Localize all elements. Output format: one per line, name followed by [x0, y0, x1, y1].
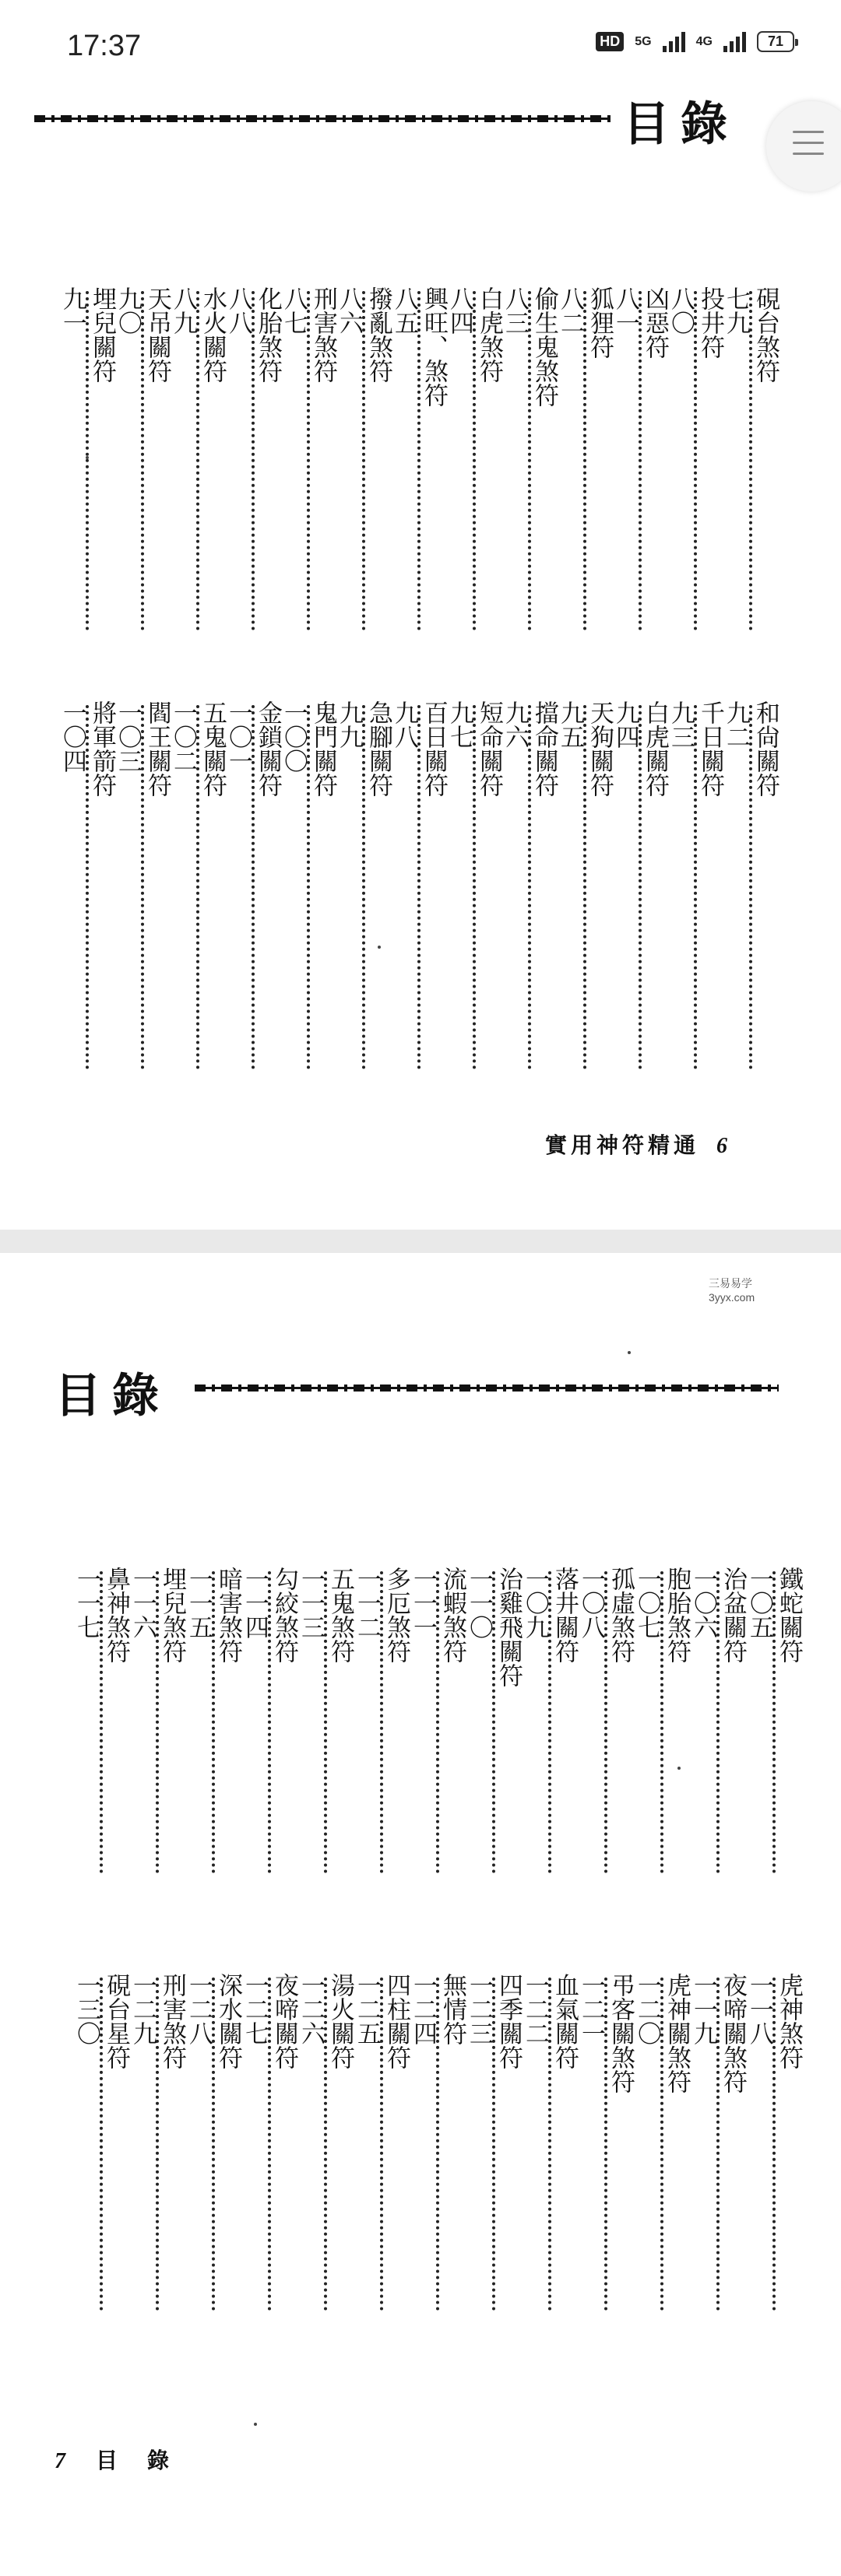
toc-entry-title: 金鎖關符 — [254, 700, 282, 797]
toc-entry — [185, 1567, 241, 1878]
toc-entry-page: 八三 — [501, 286, 529, 335]
toc-entry-title: 夜啼關符 — [270, 1973, 298, 2069]
toc-entry-page: 一二五 — [353, 1973, 381, 2045]
toc-entry-page: 一一五 — [185, 1567, 213, 1639]
toc-entry — [522, 1973, 578, 2315]
toc-entry-title: 胞胎煞符 — [663, 1567, 691, 1663]
toc-entry — [690, 1973, 746, 2315]
toc-entry-title: 百日關符 — [420, 700, 448, 797]
book-page-7 — [0, 1253, 841, 2576]
toc-entry-title: 白虎關符 — [641, 700, 669, 797]
toc-entry-title: 興旺、煞符 — [420, 286, 448, 407]
toc-entry — [297, 1567, 354, 1878]
toc-entry-page: 一二二 — [521, 1973, 549, 2045]
leader-dots — [694, 291, 697, 630]
toc-entry-title: 湯火關符 — [326, 1973, 354, 2069]
toc-entry-title: 化胎煞符 — [254, 286, 282, 383]
toc-entry — [225, 286, 281, 635]
toc-entry-title: 天狗關符 — [586, 700, 614, 797]
toc-entry-title: 撥亂煞符 — [364, 286, 392, 383]
footer-title: 實用神符精通 — [545, 1132, 700, 1158]
toc-entry-page: 九一 — [58, 286, 86, 335]
toc-entry-page: 一〇六 — [689, 1567, 717, 1639]
watermark — [709, 1276, 755, 1304]
toc-entry-title: 硯台煞符 — [751, 286, 779, 383]
watermark-line-1: 三易易学 — [709, 1277, 752, 1290]
toc-entry-page: 七九 — [722, 286, 750, 335]
toc-entry-page: 九九 — [335, 700, 363, 749]
toc-entry-page: 一〇一 — [224, 700, 252, 773]
toc-entry-page: 九〇 — [114, 286, 142, 335]
toc-entry-title: 千日關符 — [696, 700, 724, 797]
leader-dots — [362, 705, 365, 1069]
toc-entry — [336, 700, 392, 1074]
toc-entry-page: 八七 — [280, 286, 308, 335]
toc-entry-title: 埋兒關符 — [88, 286, 116, 383]
toc-entry — [746, 1567, 802, 1878]
toc-entry — [466, 1567, 522, 1878]
toc-entry-page: 一二一 — [577, 1973, 605, 2045]
toc-entry-title: 刑害煞符 — [309, 286, 337, 383]
leader-dots — [583, 291, 586, 630]
leader-dots — [252, 291, 255, 630]
toc-entry — [667, 286, 723, 635]
toc-entry — [446, 700, 502, 1074]
toc-entry-page: 一二八 — [185, 1973, 213, 2045]
toc-entry-title: 勾絞煞符 — [270, 1567, 298, 1663]
toc-entry — [241, 1973, 297, 2315]
toc-entry — [170, 286, 226, 635]
toc-entry-title: 急腳關符 — [364, 700, 392, 797]
toc-entry-page: 一二三 — [465, 1973, 493, 2045]
toc-entry — [723, 700, 779, 1074]
toc-entry-page: 一一四 — [241, 1567, 269, 1639]
toc-entry-page: 九四 — [611, 700, 639, 749]
toc-entry-title: 無情符 — [438, 1973, 466, 2045]
leader-dots — [639, 705, 642, 1069]
toc-entry-page: 九三 — [667, 700, 695, 749]
signal-strength-icon — [663, 32, 685, 52]
toc-entry — [522, 1567, 578, 1878]
leader-dots — [749, 291, 752, 630]
toc-entry — [578, 1567, 634, 1878]
toc-entry-page: 九二 — [722, 700, 750, 749]
toc-entry — [185, 1973, 241, 2315]
status-time: 17:37 — [67, 30, 142, 62]
toc-entry — [410, 1973, 466, 2315]
leader-dots — [639, 291, 642, 630]
toc-entry-page: 一〇五 — [745, 1567, 773, 1639]
toc-entry — [225, 700, 281, 1074]
toc-entry-title: 虎神煞符 — [775, 1973, 803, 2069]
status-icons — [596, 31, 794, 52]
toc-entry — [59, 286, 115, 635]
toc-entry-page: 一二〇 — [633, 1973, 661, 2045]
toc-entry-title: 四柱關符 — [382, 1973, 410, 2069]
toc-entry-page: 八二 — [556, 286, 584, 335]
hamburger-icon — [793, 131, 824, 162]
hd-badge: HD — [596, 32, 624, 51]
toc-entry-page: 一〇七 — [633, 1567, 661, 1639]
leader-dots — [528, 705, 531, 1069]
speck — [86, 456, 89, 459]
toc-entry-title: 白虎煞符 — [475, 286, 503, 383]
toc-entry-title: 硯台星符 — [102, 1973, 130, 2069]
toc-entry-page: 八五 — [390, 286, 418, 335]
toc-entry — [612, 286, 668, 635]
battery-icon: 71 — [757, 31, 794, 52]
toc-entry-page: 一一八 — [745, 1973, 773, 2045]
toc-entry — [466, 1973, 522, 2315]
footer-title: 目 錄 — [96, 2448, 174, 2473]
toc-entry-page: 八九 — [169, 286, 197, 335]
toc-entry-page: 一〇四 — [58, 700, 86, 773]
toc-entry-page: 九五 — [556, 700, 584, 749]
speck — [628, 1351, 631, 1354]
toc-entry-title: 狐狸符 — [586, 286, 614, 359]
toc-entry — [297, 1973, 354, 2315]
toc-entry-title: 水火關符 — [199, 286, 227, 383]
toc-entry-page: 一〇〇 — [280, 700, 308, 773]
toc-entry — [73, 1567, 129, 1878]
toc-entry-title: 落井關符 — [551, 1567, 579, 1663]
book-page-6 — [0, 78, 841, 1230]
toc-entry-title: 弔客關煞符 — [607, 1973, 635, 2093]
toc-entry-page: 八六 — [335, 286, 363, 335]
toc-entry-title: 埋兒煞符 — [158, 1567, 186, 1663]
toc-entry-page: 一三〇 — [72, 1973, 100, 2045]
toc-entry — [391, 700, 447, 1074]
page-number: 6 — [716, 1134, 732, 1158]
toc-entry — [280, 700, 336, 1074]
toc-entry — [129, 1567, 185, 1878]
toc-entry-title: 暗害煞符 — [214, 1567, 242, 1663]
toc-entry-page: 八四 — [445, 286, 473, 335]
leader-dots — [473, 291, 476, 630]
leader-dots — [196, 291, 199, 630]
toc-entry — [501, 286, 558, 635]
toc-entry-page: 九八 — [390, 700, 418, 749]
toc-entry — [578, 1973, 634, 2315]
toc-entry-page: 一二七 — [241, 1973, 269, 2045]
menu-button[interactable] — [766, 101, 841, 191]
toc-entry-title: 流蝦煞符 — [438, 1567, 466, 1663]
speck — [378, 946, 381, 949]
toc-entry — [634, 1567, 690, 1878]
toc-entry — [690, 1567, 746, 1878]
toc-entry-page: 一一一 — [409, 1567, 437, 1639]
toc-entry-title: 擋命關符 — [530, 700, 558, 797]
page-footer — [545, 1128, 731, 1160]
toc-entry-title: 孤虛煞符 — [607, 1567, 635, 1663]
toc-entry-page: 一一三 — [297, 1567, 325, 1639]
toc-entry — [557, 286, 613, 635]
toc-entry-page: 一〇三 — [114, 700, 142, 773]
leader-dots — [307, 291, 310, 630]
status-bar — [0, 0, 841, 78]
toc-entry-page: 一二九 — [128, 1973, 157, 2045]
toc-entry — [129, 1973, 185, 2315]
toc-entry-title: 五鬼煞符 — [326, 1567, 354, 1663]
toc-entry-page: 一〇九 — [521, 1567, 549, 1639]
network-5g-label: 5G — [635, 34, 652, 48]
toc-entry-page: 一一九 — [689, 1973, 717, 2045]
toc-entry-page: 八〇 — [667, 286, 695, 335]
toc-entry — [336, 286, 392, 635]
toc-entry-page: 一一二 — [353, 1567, 381, 1639]
toc-entry-title: 凶惡符 — [641, 286, 669, 359]
toc-entry-page: 一二四 — [409, 1973, 437, 2045]
toc-entry — [634, 1973, 690, 2315]
toc-entry — [354, 1567, 410, 1878]
toc-entry-page: 八八 — [224, 286, 252, 335]
toc-entry — [114, 286, 171, 635]
toc-entry-title: 虎神關煞符 — [663, 1973, 691, 2093]
speck — [677, 1767, 681, 1770]
toc-entry — [501, 700, 558, 1074]
toc-entry — [73, 1973, 129, 2315]
toc-entry-title: 四季關符 — [494, 1973, 523, 2069]
toc-entry-title: 投井符 — [696, 286, 724, 359]
toc-entry — [446, 286, 502, 635]
toc-entry — [746, 1973, 802, 2315]
toc-entry-page: 九六 — [501, 700, 529, 749]
toc-entry-title: 深水關符 — [214, 1973, 242, 2069]
toc-entry-title: 刑害煞符 — [158, 1973, 186, 2069]
speck — [254, 2423, 257, 2426]
toc-entry-page: 一〇八 — [577, 1567, 605, 1639]
toc-entry-title: 偷生鬼煞符 — [530, 286, 558, 407]
toc-entry-title: 夜啼關煞符 — [719, 1973, 747, 2093]
toc-entry-title: 閻王關符 — [143, 700, 171, 797]
leader-dots — [141, 291, 144, 630]
page-heading: 目錄 — [623, 97, 738, 152]
toc-entry — [667, 700, 723, 1074]
leader-dots — [528, 291, 531, 630]
leader-dots — [583, 705, 586, 1069]
toc-entry — [280, 286, 336, 635]
toc-entry — [557, 700, 613, 1074]
page-footer — [55, 2444, 173, 2475]
toc-entry — [354, 1973, 410, 2315]
toc-entry-page: 一一〇 — [465, 1567, 493, 1639]
toc-entry-page: 八一 — [611, 286, 639, 335]
toc-entry-title: 血氣關符 — [551, 1973, 579, 2069]
toc-entry-page: 一一六 — [128, 1567, 157, 1639]
toc-entry-title: 多厄煞符 — [382, 1567, 410, 1663]
toc-entry-title: 將軍箭符 — [88, 700, 116, 797]
toc-entry-title: 治盆關符 — [719, 1567, 747, 1663]
leader-dots — [417, 705, 420, 1069]
toc-entry-page: 九七 — [445, 700, 473, 749]
leader-dots — [694, 705, 697, 1069]
toc-entry — [241, 1567, 297, 1878]
toc-entry-title: 五鬼關符 — [199, 700, 227, 797]
toc-entry-title: 治雞飛關符 — [494, 1567, 523, 1687]
heading-rule — [195, 1381, 779, 1394]
toc-entry — [410, 1567, 466, 1878]
toc-entry-title: 和尙關符 — [751, 700, 779, 797]
toc-entry — [723, 286, 779, 635]
toc-entry-page: 一一七 — [72, 1567, 100, 1639]
toc-entry-page: 一二六 — [297, 1973, 325, 2045]
watermark-line-2: 3yyx.com — [709, 1291, 755, 1304]
heading-rule — [34, 112, 611, 125]
toc-entry — [59, 700, 115, 1074]
page-gap — [0, 1230, 841, 1253]
toc-entry — [170, 700, 226, 1074]
page-heading: 目錄 — [55, 1369, 170, 1423]
page-number: 7 — [55, 2449, 69, 2473]
toc-entry-title: 鐵蛇關符 — [775, 1567, 803, 1663]
toc-entry — [114, 700, 171, 1074]
toc-entry — [391, 286, 447, 635]
toc-entry-title: 天吊關符 — [143, 286, 171, 383]
signal-strength-icon-2 — [723, 32, 746, 52]
leader-dots — [86, 291, 89, 630]
toc-entry-page: 一〇二 — [169, 700, 197, 773]
toc-entry-title: 鬼門關符 — [309, 700, 337, 797]
leader-dots — [417, 291, 420, 630]
leader-dots — [749, 705, 752, 1069]
toc-entry-title: 短命關符 — [475, 700, 503, 797]
leader-dots — [473, 705, 476, 1069]
toc-entry — [612, 700, 668, 1074]
network-4g-label: 4G — [695, 34, 713, 48]
leader-dots — [362, 291, 365, 630]
toc-entry-title: 鼻神煞符 — [102, 1567, 130, 1663]
